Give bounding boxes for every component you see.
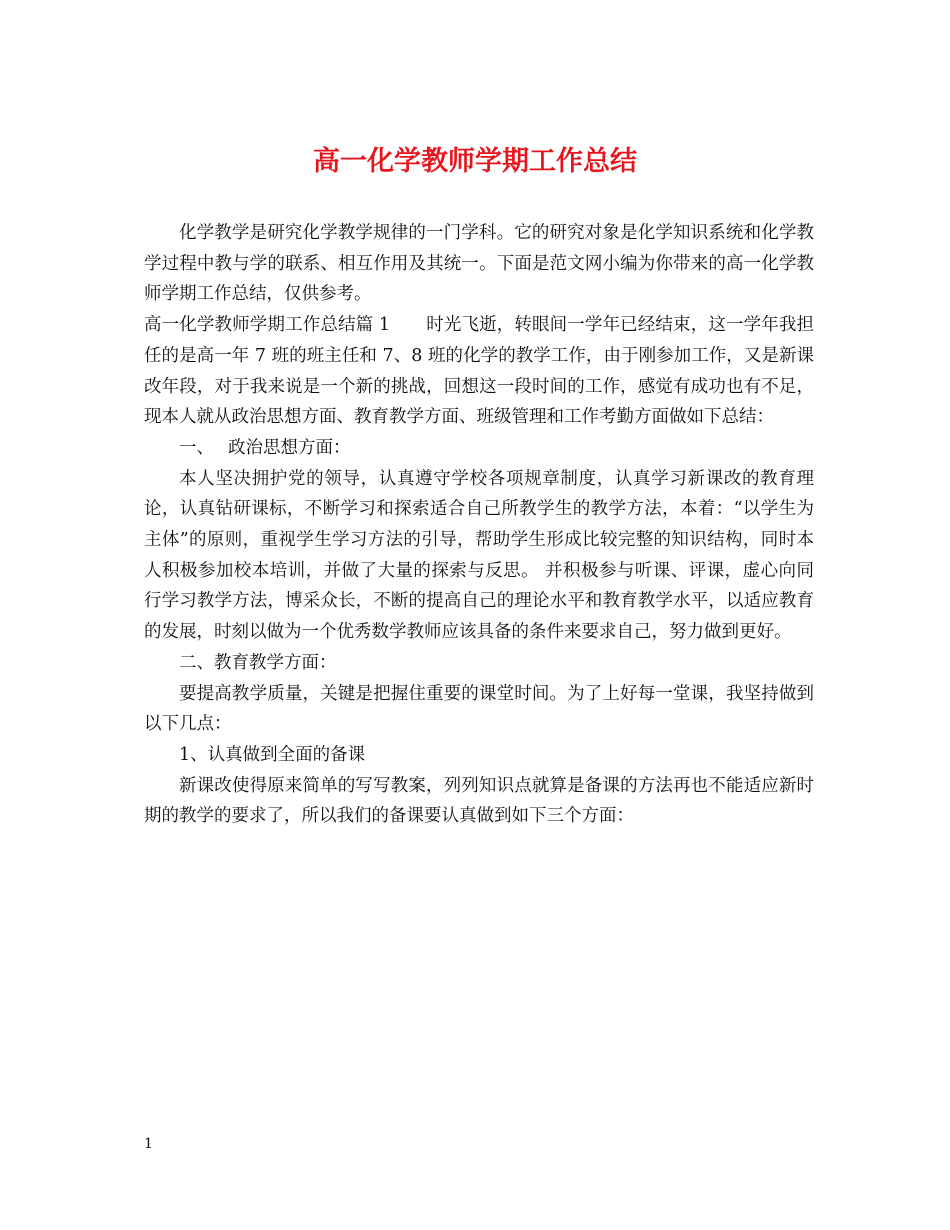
point1-heading: 1、认真做到全面的备课	[179, 744, 366, 765]
section1-title: 政治思想方面：	[228, 437, 351, 458]
section1-heading	[144, 433, 814, 464]
intro-paragraph: 化学教学是研究化学教学规律的一门学科。它的研究对象是化学知识系统和化学教学过程中教与学的联系、相互作用及其统一。下面是范文网小编为你带来的高一化学教师学期工作总结，仅供参考。	[144, 223, 814, 305]
article-heading: 高一化学教师学期工作总结篇 1	[144, 315, 391, 336]
section2-heading: 二、教育教学方面：	[179, 652, 337, 673]
article-opening-text: 时光飞逝，转眼间一学年已经结束，这一学年我担任的是高一年 7 班的班主任和 7、8 班的化学的教学工作，由于刚参加工作，又是新课改年段，对于我来说是一个新的挑战，回想这一段时间的工作，感觉有成功也有不足，现本人就从政治思想方面、教育教学方面、班级管理和工作考勤方面做如下总结：	[144, 315, 814, 428]
section2-paragraph: 要提高教学质量，关键是把握住重要的课堂时间。为了上好每一堂课，我坚持做到以下几点：	[144, 683, 814, 735]
document-title: 高一化学教师学期工作总结	[313, 146, 637, 177]
page-number: 1	[144, 1136, 153, 1152]
article-opening-paragraph	[144, 310, 814, 433]
document-body	[144, 218, 814, 832]
section1-number: 一、	[179, 437, 214, 458]
section1-paragraph: 本人坚决拥护党的领导，认真遵守学校各项规章制度，认真学习新课改的教育理论，认真钻研课标，不断学习和探索适合自己所教学生的教学方法，本着：“以学生为主体”的原则，重视学生学习方法的引导，帮助学生形成比较完整的知识结构，同时本人积极参加校本培训，并做了大量的探索与反思。 并积极参与听课、评课，虚心向同行学习教学方法，博采众长，不断的提高自己的理论水平和教育教学水平，以适应教育的发展，时刻以做为一个优秀数学教师应该具备的条件来要求自己，努力做到更好。	[144, 468, 814, 643]
point1-paragraph: 新课改使得原来简单的写写教案，列列知识点就算是备课的方法再也不能适应新时期的教学的要求了，所以我们的备课要认真做到如下三个方面：	[144, 775, 814, 827]
